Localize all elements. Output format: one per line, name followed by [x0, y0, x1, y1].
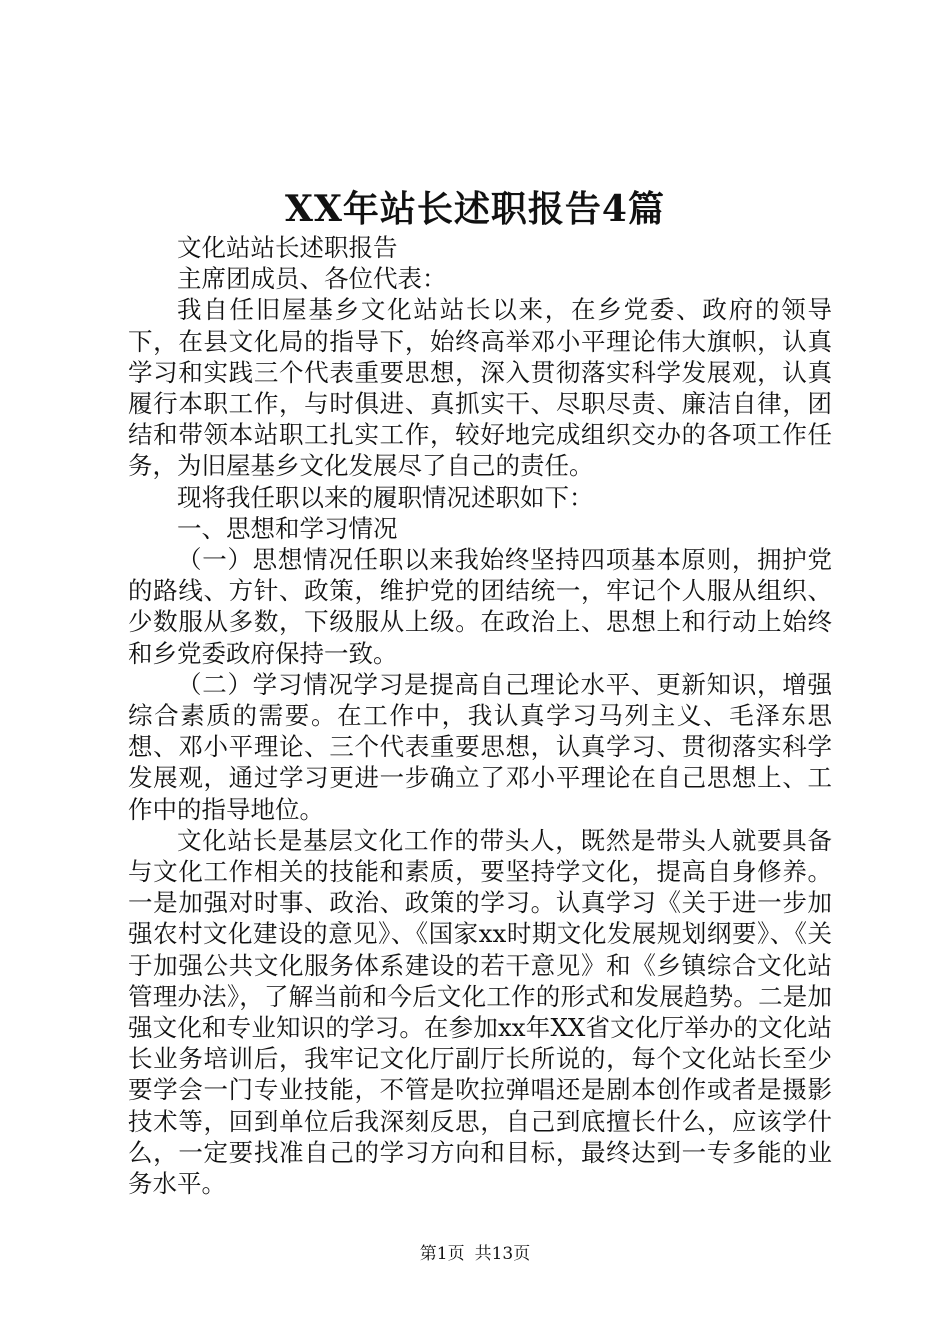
paragraph-station-head: 文化站长是基层文化工作的带头人，既然是带头人就要具备与文化工作相关的技能和素质，要坚持学文化，提高自身修养。一是加强对时事、政治、政策的学习。认真学习《关于进一步加强农村文化建设的意见》、《国家xx时期文化发展规划纲要》、《关于加强公共文化服务体系建设的若干意见》和《乡镇综合文化站管理办法》，了解当前和今后文化工作的形式和发展趋势。二是加强文化和专业知识的学习。在参加xx年XX省文化厅举办的文化站长业务培训后，我牢记文化厅副厅长所说的，每个文化站长至少要学会一门专业技能，不管是吹拉弹唱还是剧本创作或者是摄影技术等，回到单位后我深刻反思，自己到底擅长什么，应该学什么，一定要找准自己的学习方向和目标，最终达到一专多能的业务水平。: [128, 825, 832, 1199]
paragraph-salutation: 主席团成员、各位代表：: [177, 264, 447, 294]
paragraph-transition: 现将我任职以来的履职情况述职如下：: [177, 482, 594, 512]
paragraph-thought: （一）思想情况任职以来我始终坚持四项基本原则，拥护党的路线、方针、政策，维护党的团结统一，牢记个人服从组织、少数服从多数，下级服从上级。在政治上、思想上和行动上始终和乡党委政府保持一致。: [128, 545, 832, 668]
page-number: 第1页: [419, 1244, 465, 1264]
paragraph-study: （二）学习情况学习是提高自己理论水平、更新知识，增强综合素质的需要。在工作中，我认真学习马列主义、毛泽东思想、邓小平理论、三个代表重要思想，认真学习、贯彻落实科学发展观，通过学习更进一步确立了邓小平理论在自己思想上、工作中的指导地位。: [128, 669, 832, 824]
page-footer: [0, 1242, 950, 1266]
paragraph-subtitle: 文化站站长述职报告: [177, 233, 398, 262]
page-total: 共13页: [474, 1244, 531, 1264]
section-heading: 一、思想和学习情况: [177, 513, 398, 543]
paragraph-intro: 我自任旧屋基乡文化站站长以来，在乡党委、政府的领导下，在县文化局的指导下，始终高举邓小平理论伟大旗帜，认真学习和实践三个代表重要思想，深入贯彻落实科学发展观，认真履行本职工作，与时俱进、真抓实干、尽职尽责、廉洁自律，团结和带领本站职工扎实工作，较好地完成组织交办的各项工作任务，为旧屋基乡文化发展尽了自己的责任。: [128, 295, 832, 481]
document-title: XX年站长述职报告4篇: [285, 188, 665, 230]
document-body: [128, 232, 832, 1199]
